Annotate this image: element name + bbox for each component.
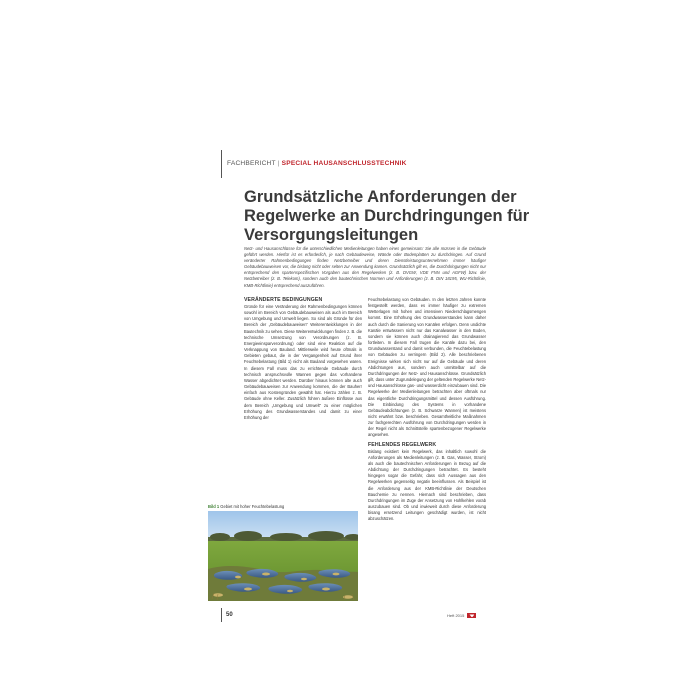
issue-info	[447, 613, 476, 618]
header-separator: |	[277, 160, 280, 167]
section-text-changed-conditions: Gründe für eine Veränderung der Rahmenbedingungen können sowohl im Bereich von Gebäudebauweisen als auch im Bereich von Umgebung und Umwelt liegen. So sind als Gründe für den Bereich der „Gebäudebauweisen“ Weiterentwicklungen in der Bautechnik zu sehen. Diese Weiterentwicklungen finden z. B. die technische Umsetzung von Verordnungen (z. B. Energieeinsparverordnung) oder sind eine Reaktion auf die Verknappung von Bauland. Mittlerweile wird heute oftmals in Gebieten gebaut, die in der Vergangenheit auf Grund ihrer Feuchtebelastung (Bild 1) nicht als Bauland vorgesehen waren. In diesem Fall muss das zu errichtende Gebäude durch technisch anspruchsvolle Wannen gegen das vorhandene Wasser abgedichtet werden. Darüber hinaus können alte auch Gebäudebauweisen zur Anwendung kommen, die der Bauherr einfach aus Kostengründen gewählt hat. Hierzu zählen z. B. Gebäude ohne Keller. Zusätzlich führen äußere Einflüsse aus dem Bereich „Umgebung und Umwelt“ zu einer möglichen Erhöhung des Grundwasserstandes und damit zu einer Erhöhung der	[244, 304, 362, 420]
section-header	[227, 160, 407, 167]
article-lead: Netz- und Hausanschlüsse für die unterschiedlichen Medienleitungen haben eines gemeinsam: Sie alle müssen in die Gebäude geführt werden. Hierfür ist es erforderlich, je nach Gebäudeweise, Wände oder Bodenplatten zu durchdringen. Auf Grund veränderter Rahmenbedingungen finden Netzbetreiber und deren Dienstleistungsunternehmen immer häufiger Gebäudebauweisen vor, die bislang nicht oder selten zur Anwendung kamen. Grundsätzlich gilt es, die Durchdringungen nicht nur entsprechend den spartenspezifischen Vorgaben aus den Regelwerken (z. B. DVGW, VDE FNN und AGFW) bzw. der Netzbetreiber (z. B. Telekom), sondern auch den bautechnischen Normen und Anforderungen (z. B. DIN 18195, WU-Richtlinie, KMB-Richtlinie) entsprechend auszuführen.	[244, 246, 486, 288]
text-column-left	[244, 297, 362, 421]
wetland-photo-illustration	[208, 511, 358, 601]
article-title: Grundsätzliche Anforderungen der Regelwerke an Durchdringungen für Versorgungsleitungen	[244, 188, 530, 244]
section-heading-changed-conditions: VERÄNDERTE BEDINGUNGEN	[244, 297, 323, 303]
issue-text: Heft 2015	[447, 613, 465, 618]
figure-caption-text: Gebiet mit hoher Feuchtebelastung	[220, 504, 285, 509]
figure-caption	[208, 504, 358, 509]
text-column-right	[368, 297, 486, 522]
header-rule	[221, 150, 222, 178]
publisher-logo-icon	[467, 613, 476, 618]
column-right-text: Feuchtebelastung von Gebäuden. In den letzten Jahren konnte festgestellt werden, dass es immer häufiger zu extremen Wetterlagen mit hohen und intensiven Niederschlagsmengen kommt. Eine Erhöhung des Grundwasserstandes kann daher auch durch die Sanierung von Kanälen erfolgen. Denn undichte Kanäle entwässern nicht nur das Kanalwasser in den Boden, sondern sie können auch drainagierend das Grundwasser fortleiten. In diesem Fall trugen die Kanäle dazu bei, den Grundwasserstand und damit verbunden, die Feuchtebelastung von Gebäuden zu verringern (Bild 2). Alle beschriebenen Ereignisse wirken sich nicht nur auf die Gebäude und deren Abdichtungen aus, sondern auch unmittelbar auf die Durchdringungen der Netz- und Hausanschlüsse. Grundsätzlich gilt, dass unter Zugrundelegung der geltenden Regelwerke Netz- und Hausanschlüsse gas- und wasserdicht einzubauen sind. Die Regelwerke der Medienleitungen betrachten aber oftmals nur das eigentliche Durchdringungsmittel und dessen Ausführung. Die Einbindung des Systems in vorhandene Gebäudeabdichtungen (z. B. Schwarze Wannen) ist meistens nicht erwähnt bzw. beschrieben. Gesamtheitliche Maßnahmen zur fachgerechten Ausführung von Durchdringungen werden in der Regel nicht als Schnittstelle spartenbezogener Regelwerke angesehen.	[368, 297, 486, 438]
section-text-missing-standards: Bislang existiert kein Regelwerk, das inhaltlich sowohl die Anforderungen als Medienleitungen (z. B. Gas, Wasser, Strom) als auch die bautechnischen Anforderungen in Bezug auf die Abdichtung der Durchdringungen betrachtet. Es besteht hingegen sogar die Gefahr, dass sich Aussagen aus den Regelwerken gegenseitig negativ beeinflussen. Als Beispiel ist die Anforderung aus der KMB-Richtlinie der Deutschen Bauchemie zu nennen. Hiernach sind beschrieben, dass Durchdringungen im Zuge der Ansetzung von Hohlkehlen vorab auszubauen sind. Ob und inwieweit durch diese Anforderung bisang ersetzend Leitungen geschädigt wurden, ist nicht abzuschätzen.	[368, 448, 486, 522]
header-kicker: FACHBERICHT	[227, 160, 276, 167]
figure-label: Bild 1	[208, 504, 220, 509]
wetland-photo	[208, 511, 358, 601]
footer-rule	[221, 608, 222, 622]
section-heading-missing-standards: FEHLENDES REGELWERK	[368, 441, 437, 448]
page-number: 50	[226, 612, 233, 618]
header-topic: SPECIAL HAUSANSCHLUSSTECHNIK	[281, 160, 407, 167]
